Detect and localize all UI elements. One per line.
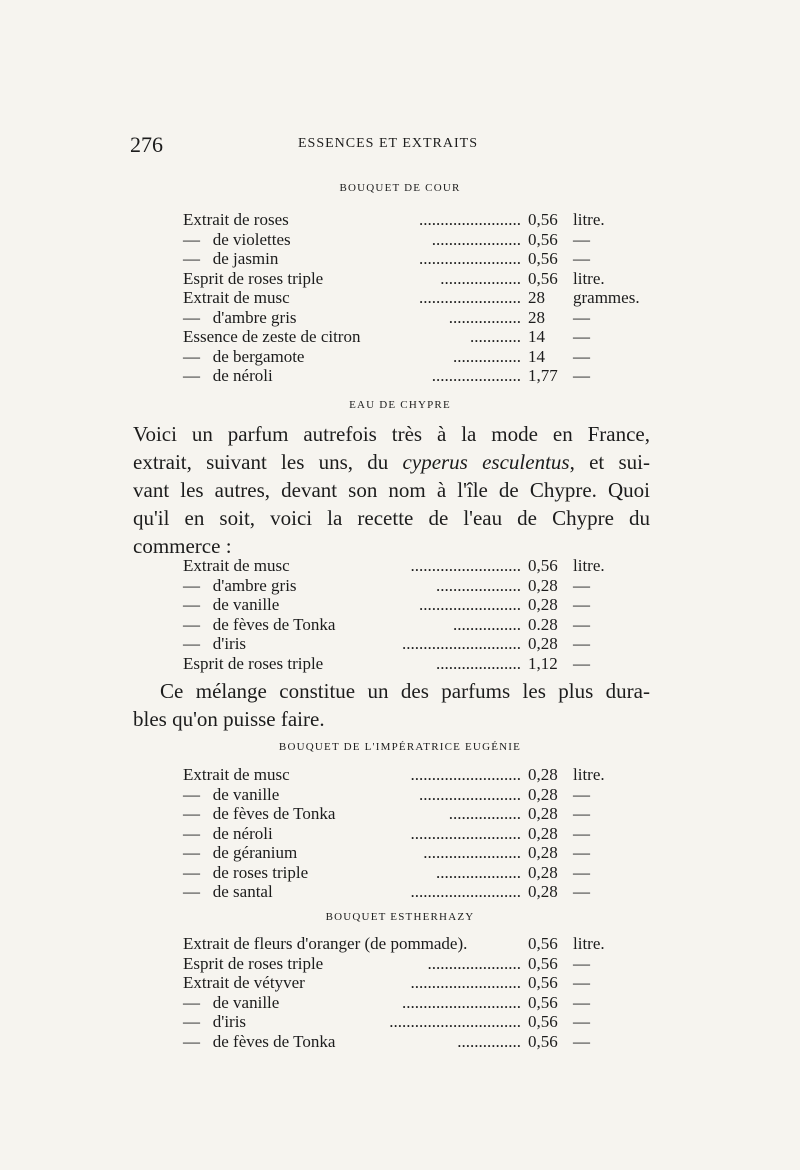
recipe-row	[183, 785, 653, 805]
quantity: 28	[528, 307, 545, 327]
dot-leader: ...............................	[389, 1012, 521, 1031]
quantity: 0,56	[528, 953, 558, 973]
recipe-row	[183, 347, 653, 367]
ingredient-label: — de jasmin	[183, 249, 279, 268]
ingredient-label: — de fèves de Tonka	[183, 804, 336, 823]
ingredient-label: — d'ambre gris	[183, 307, 297, 327]
ingredient-label: Esprit de roses triple	[183, 953, 324, 973]
quantity: 0.28	[528, 614, 558, 634]
quantity: 0,28	[528, 862, 558, 882]
unit: —	[573, 307, 590, 327]
unit: litre.	[573, 210, 605, 229]
recipe-row	[183, 327, 653, 347]
ingredient-label: — d'iris	[183, 634, 247, 653]
section-heading: BOUQUET DE COUR	[339, 182, 461, 194]
unit: —	[573, 614, 590, 634]
dot-leader: ........................	[419, 288, 521, 307]
unit: —	[573, 595, 590, 614]
ingredient-label: — de vanille	[183, 595, 280, 614]
paragraph-line: vant les autres, devant son nom à l'île de Chypre. Quoi	[133, 478, 650, 502]
dot-leader: ..........................	[410, 556, 521, 575]
unit: litre.	[573, 268, 605, 288]
recipe-row	[183, 654, 653, 674]
unit: grammes.	[573, 288, 640, 307]
unit: —	[573, 575, 590, 595]
unit: —	[573, 653, 590, 673]
recipe-list	[183, 934, 653, 1051]
quantity: 0,28	[528, 765, 558, 784]
recipe-row	[183, 249, 653, 269]
paragraph-line: Ce mélange constitue un des parfums les plus dura-	[160, 679, 650, 703]
running-title: ESSENCES ET EXTRAITS	[298, 136, 478, 151]
recipe-row	[183, 973, 653, 993]
ingredient-label: Extrait de musc	[183, 288, 290, 307]
dot-leader: ................	[453, 614, 521, 634]
dot-leader: ................	[453, 346, 521, 366]
dot-leader: .....................	[431, 229, 521, 249]
ingredient-label: — de roses triple	[183, 862, 309, 882]
recipe-row	[183, 634, 653, 654]
dot-leader: ..........................	[410, 823, 521, 843]
quantity: 0,56	[528, 556, 558, 575]
paragraph-line: bles qu'on puisse faire.	[133, 707, 325, 731]
unit: —	[573, 366, 590, 385]
paragraph-line: qu'il en soit, voici la recette de l'eau de Chypre du	[133, 506, 650, 530]
section-heading: BOUQUET DE L'IMPÉRATRICE EUGÉNIE	[278, 741, 522, 753]
recipe-list	[183, 556, 653, 673]
ingredient-label: Essence de zeste de citron	[183, 327, 361, 346]
dot-leader: ............................	[402, 992, 521, 1012]
quantity: 1,77	[528, 366, 558, 385]
quantity: 0,56	[528, 268, 558, 288]
dot-leader: ........................	[419, 249, 521, 268]
ingredient-label: Extrait de musc	[183, 765, 290, 784]
recipe-list	[183, 765, 653, 902]
recipe-row	[183, 288, 653, 308]
recipe-row	[183, 843, 653, 863]
recipe-row	[183, 765, 653, 785]
unit: —	[573, 843, 590, 862]
ingredient-label: — de santal	[183, 882, 273, 901]
dot-leader: ..........................	[410, 882, 521, 901]
dot-leader: ........................	[419, 210, 521, 229]
dot-leader: ....................	[436, 653, 521, 673]
ingredient-label: — de vanille	[183, 784, 280, 804]
unit: —	[573, 804, 590, 823]
dot-leader: ............................	[402, 634, 521, 653]
unit: —	[573, 1012, 590, 1031]
unit: —	[573, 973, 590, 992]
recipe-row	[183, 556, 653, 576]
dot-leader: ..........................	[410, 765, 521, 784]
quantity: 0,56	[528, 249, 558, 268]
quantity: 0,28	[528, 634, 558, 653]
unit: —	[573, 823, 590, 843]
paragraph-line: Voici un parfum autrefois très à la mode en France,	[133, 422, 650, 446]
quantity: 0,56	[528, 210, 558, 229]
unit: —	[573, 327, 590, 346]
quantity: 0,56	[528, 229, 558, 249]
recipe-row	[183, 954, 653, 974]
quantity: 0,28	[528, 823, 558, 843]
dot-leader: ...............	[457, 1031, 521, 1051]
page-number: 276	[130, 132, 163, 157]
ingredient-label: Extrait de fleurs d'oranger (de pommade).	[183, 934, 468, 953]
paragraph-line: commerce :	[133, 534, 232, 558]
recipe-list	[183, 210, 653, 386]
quantity: 0,56	[528, 934, 558, 953]
running-head	[130, 132, 670, 156]
quantity: 0,56	[528, 973, 558, 992]
ingredient-label: — de néroli	[183, 366, 273, 385]
recipe-row	[183, 824, 653, 844]
dot-leader: .......................	[423, 843, 521, 862]
recipe-row	[183, 230, 653, 250]
dot-leader: .................	[448, 307, 521, 327]
dot-leader: ............	[470, 327, 521, 346]
dot-leader: .....................	[431, 366, 521, 385]
dot-leader: ........................	[419, 784, 521, 804]
ingredient-label: Extrait de vétyver	[183, 973, 305, 992]
quantity: 0,28	[528, 595, 558, 614]
ingredient-label: Esprit de roses triple	[183, 653, 324, 673]
paragraph	[133, 677, 650, 733]
quantity: 0,56	[528, 992, 558, 1012]
recipe-row	[183, 993, 653, 1013]
quantity: 28	[528, 288, 545, 307]
recipe-row	[183, 366, 653, 386]
unit: —	[573, 784, 590, 804]
recipe-row	[183, 1032, 653, 1052]
quantity: 0,28	[528, 843, 558, 862]
recipe-row	[183, 576, 653, 596]
recipe-row	[183, 210, 653, 230]
quantity: 0,28	[528, 784, 558, 804]
recipe-row	[183, 615, 653, 635]
ingredient-label: — de fèves de Tonka	[183, 614, 336, 634]
unit: —	[573, 882, 590, 901]
unit: litre.	[573, 765, 605, 784]
ingredient-label: — de fèves de Tonka	[183, 1031, 336, 1051]
quantity: 1,12	[528, 653, 558, 673]
dot-leader: ..........................	[410, 973, 521, 992]
quantity: 14	[528, 327, 545, 346]
ingredient-label: — de géranium	[183, 843, 298, 862]
quantity: 0,56	[528, 1031, 558, 1051]
paragraph	[133, 420, 650, 560]
ingredient-label: — de violettes	[183, 229, 291, 249]
unit: —	[573, 1031, 590, 1051]
ingredient-label: Esprit de roses triple	[183, 268, 324, 288]
ingredient-label: Extrait de roses	[183, 210, 289, 229]
recipe-row	[183, 1012, 653, 1032]
quantity: 0,56	[528, 1012, 558, 1031]
recipe-row	[183, 804, 653, 824]
quantity: 14	[528, 346, 545, 366]
recipe-row	[183, 308, 653, 328]
dot-leader: ........................	[419, 595, 521, 614]
dot-leader: ......................	[427, 953, 521, 973]
unit: —	[573, 346, 590, 366]
dot-leader: ...................	[440, 268, 521, 288]
recipe-row	[183, 863, 653, 883]
recipe-row	[183, 269, 653, 289]
unit: —	[573, 229, 590, 249]
quantity: 0,28	[528, 575, 558, 595]
unit: —	[573, 953, 590, 973]
dot-leader: ....................	[436, 575, 521, 595]
ingredient-label: — de vanille	[183, 992, 280, 1012]
dot-leader: .................	[448, 804, 521, 823]
unit: —	[573, 249, 590, 268]
botanical-name: cyperus esculentus	[402, 450, 570, 474]
unit: —	[573, 862, 590, 882]
recipe-row	[183, 882, 653, 902]
ingredient-label: Extrait de musc	[183, 556, 290, 575]
quantity: 0,28	[528, 882, 558, 901]
unit: litre.	[573, 556, 605, 575]
ingredient-label: — de bergamote	[183, 346, 305, 366]
recipe-row	[183, 934, 653, 954]
unit: —	[573, 634, 590, 653]
quantity: 0,28	[528, 804, 558, 823]
paragraph-line: extrait, suivant les uns, du cyperus esculentus, et sui-	[133, 450, 650, 474]
section-heading: EAU DE CHYPRE	[349, 399, 451, 411]
recipe-row	[183, 595, 653, 615]
section-heading: BOUQUET ESTHERHAZY	[325, 911, 475, 923]
ingredient-label: — d'ambre gris	[183, 575, 297, 595]
ingredient-label: — de néroli	[183, 823, 273, 843]
dot-leader: ....................	[436, 862, 521, 882]
ingredient-label: — d'iris	[183, 1012, 247, 1031]
unit: —	[573, 992, 590, 1012]
unit: litre.	[573, 934, 605, 953]
